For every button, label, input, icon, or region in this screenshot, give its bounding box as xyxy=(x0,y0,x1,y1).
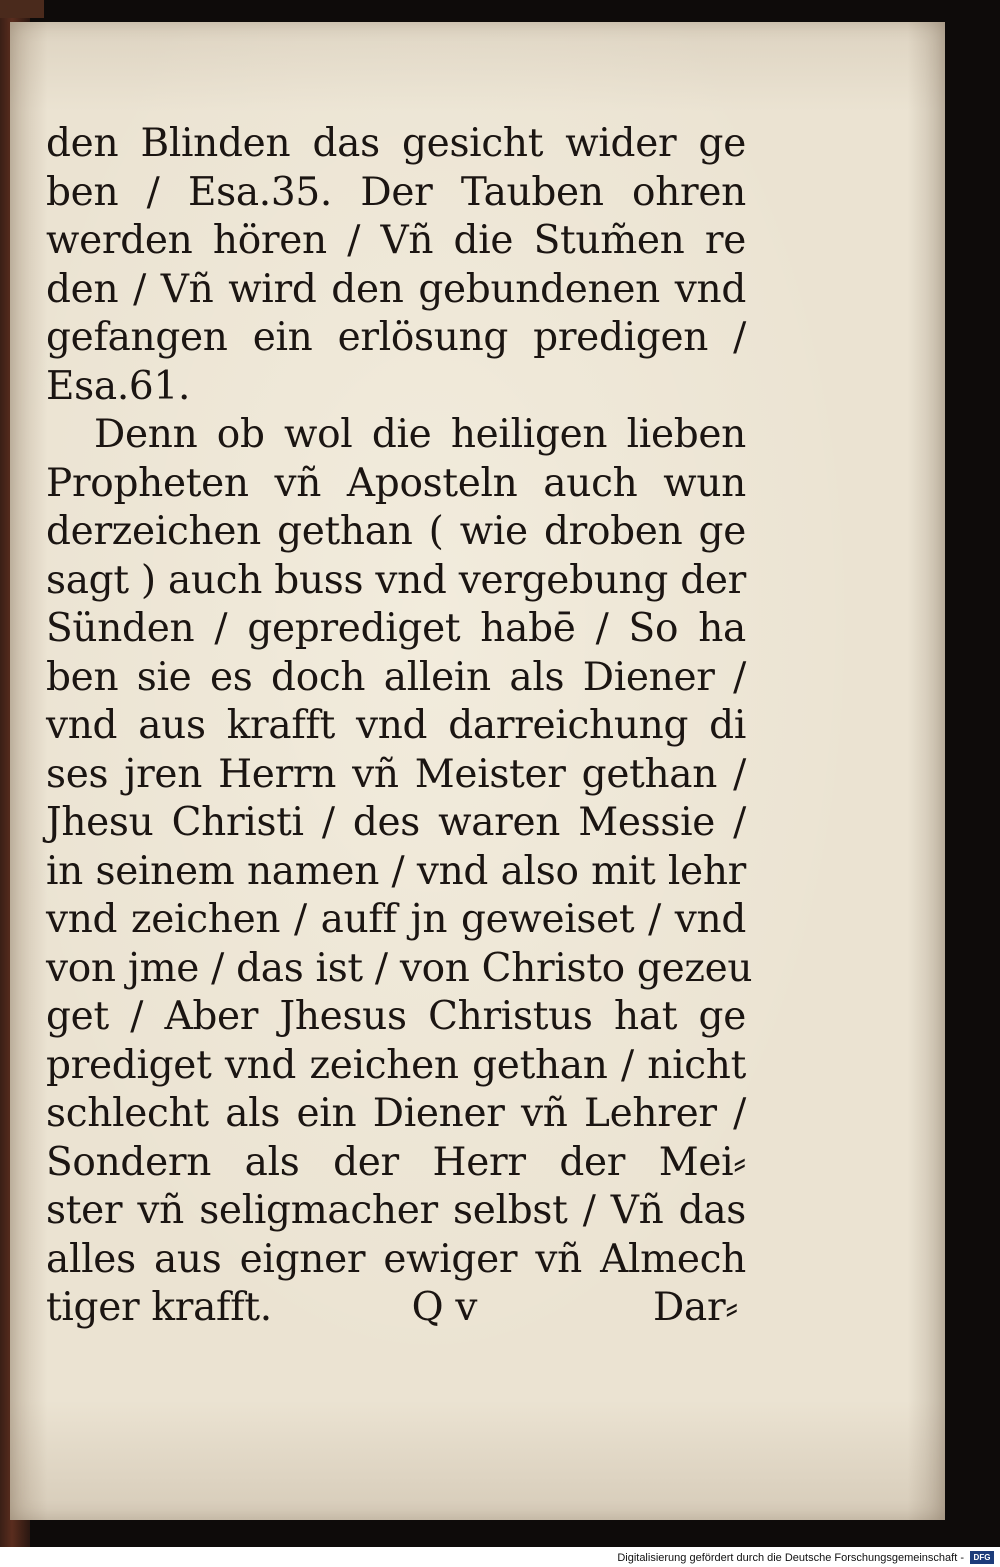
text-line: den / Vñ wird den gebundenen vnd xyxy=(46,266,746,312)
catchword: Dar⸗ xyxy=(653,1285,738,1330)
page-text-block xyxy=(46,120,753,1333)
text-line: Sondern als der Herr der Mei⸗ xyxy=(46,1139,746,1185)
footer-bar xyxy=(0,1547,1000,1567)
text-line: von jme / das ist / von Christo gezeu xyxy=(46,945,753,991)
signature-mark: Q v xyxy=(411,1285,478,1330)
book-page xyxy=(10,22,945,1520)
text-line: Jhesu Christi / des waren Messie / xyxy=(46,800,746,845)
text-line: prediget vnd zeichen gethan / nicht xyxy=(46,1042,746,1088)
text-line: vnd aus krafft vnd darreichung di xyxy=(46,703,746,748)
final-line-text: tiger krafft. xyxy=(46,1285,272,1330)
funding-credit: Digitalisierung gefördert durch die Deutsche Forschungsgemeinschaft - xyxy=(617,1552,964,1564)
text-line: ben sie es doch allein als Diener / xyxy=(46,654,746,700)
text-line: Esa.61. xyxy=(46,363,191,409)
paragraph-first-line: Denn ob wol die heiligen lieben xyxy=(94,412,746,457)
text-line: in seinem namen / vnd also mit lehr xyxy=(46,848,746,894)
dfg-logo: DFG xyxy=(970,1551,994,1564)
binding-corner xyxy=(0,0,44,18)
text-line: alles aus eigner ewiger vñ Almech xyxy=(46,1236,746,1282)
text-line: ster vñ seligmacher selbst / Vñ das xyxy=(46,1188,746,1233)
text-line: Propheten vñ Aposteln auch wun xyxy=(46,460,746,506)
text-line: derzeichen gethan ( wie droben ge xyxy=(46,509,746,554)
text-line: sagt ) auch buss vnd vergebung der xyxy=(46,557,746,603)
text-line: werden hören / Vñ die Stum̃en re xyxy=(46,218,746,263)
text-line: schlecht als ein Diener vñ Lehrer / xyxy=(46,1091,746,1136)
text-line: Sünden / geprediget habē / So ha xyxy=(46,606,746,651)
final-line xyxy=(46,1284,746,1333)
text-line: get / Aber Jhesus Christus hat ge xyxy=(46,994,746,1039)
text-line: ben / Esa.35. Der Tauben ohren xyxy=(46,169,746,215)
text-line: ses jren Herrn vñ Meister gethan / xyxy=(46,751,746,797)
text-line: vnd zeichen / auff jn geweiset / vnd xyxy=(46,897,746,942)
text-line: den Blinden das gesicht wider ge xyxy=(46,121,746,166)
text-line: gefangen ein erlösung predigen / xyxy=(46,315,746,360)
